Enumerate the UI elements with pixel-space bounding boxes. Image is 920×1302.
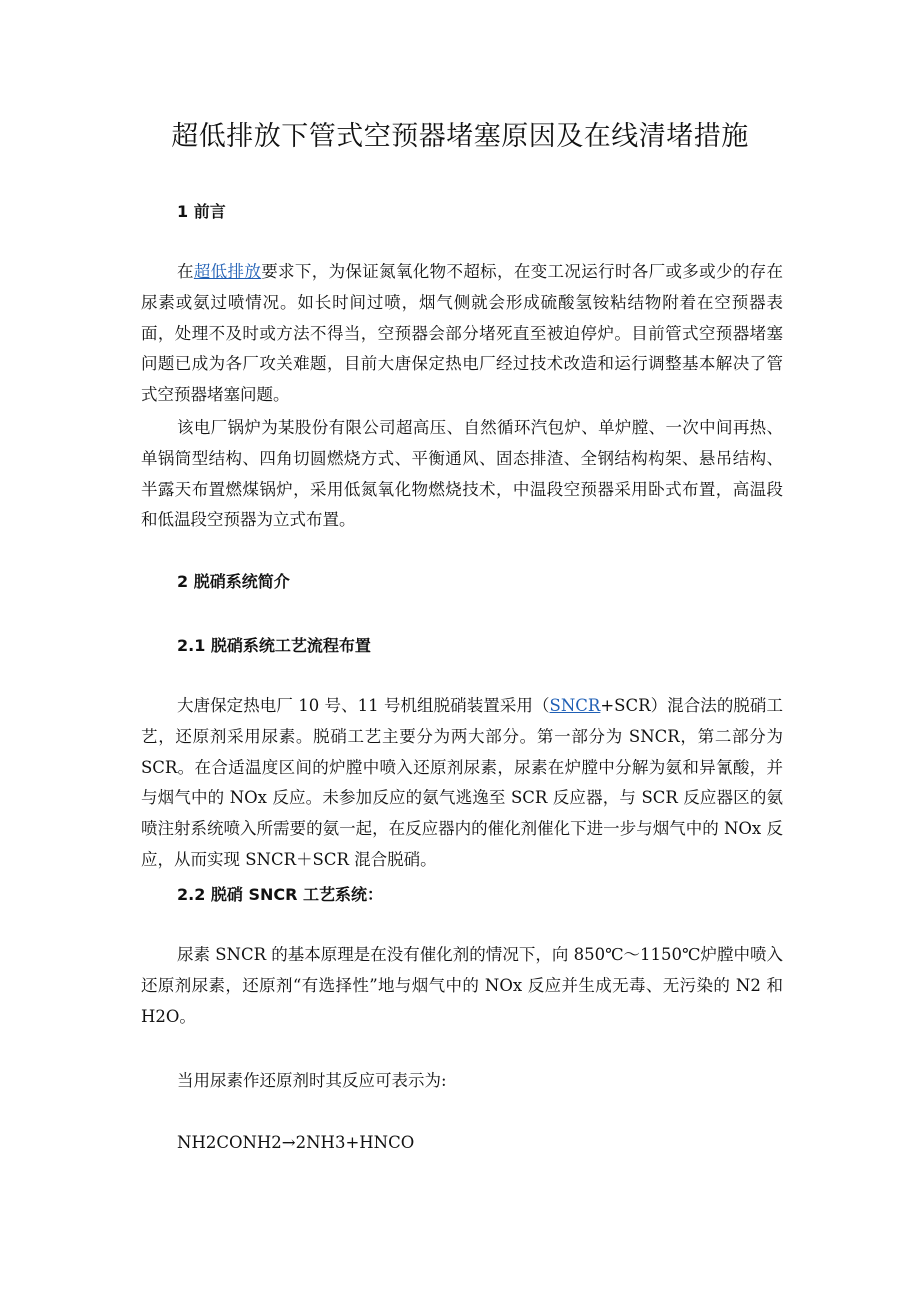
paragraph-process xyxy=(141,691,783,876)
paragraph-boiler: 该电厂锅炉为某股份有限公司超高压、自然循环汽包炉、单炉膛、一次中间再热、单锅筒型结构、四角切圆燃烧方式、平衡通风、固态排渣、全钢结构构架、悬吊结构、半露天布置燃煤锅炉，采用低氮氧化物燃烧技术，中温段空预器采用卧式布置，高温段和低温段空预器为立式布置。 xyxy=(141,418,783,530)
reaction-formula: NH2CONH2→2NH3+HNCO xyxy=(177,1133,415,1152)
section-heading-denitration: 2 脱硝系统简介 xyxy=(177,572,290,591)
section-heading-sncr: 2.2 脱硝 SNCR 工艺系统： xyxy=(177,885,384,904)
section-heading-process-layout: 2.1 脱硝系统工艺流程布置 xyxy=(177,636,371,655)
paragraph-sncr-principle: 尿素 SNCR 的基本原理是在没有催化剂的情况下，向 850℃～1150℃炉膛中喷入还原剂尿素，还原剂“有选择性”地与烟气中的 NOx 反应并生成无毒、无污染的 N2 和 H2O。 xyxy=(141,945,783,1026)
paragraph-intro-pre: 在 xyxy=(177,262,194,281)
page-title: 超低排放下管式空预器堵塞原因及在线清堵措施 xyxy=(171,121,749,152)
paragraph-process-pre: 大唐保定热电厂 10 号、11 号机组脱硝装置采用（ xyxy=(177,696,550,715)
section-heading-intro: 1 前言 xyxy=(177,202,226,221)
paragraph-reaction-intro: 当用尿素作还原剂时其反应可表示为: xyxy=(177,1071,447,1090)
paragraph-intro xyxy=(141,257,783,411)
paragraph-process-post: +SCR）混合法的脱硝工艺，还原剂采用尿素。脱硝工艺主要分为两大部分。第一部分为 SNCR，第二部分为 SCR。在合适温度区间的炉膛中喷入还原剂尿素，尿素在炉膛中分解为氨和异氰酸，并与烟气中的 NOx 反应。未参加反应的氨气逃逸至 SCR 反应器，与 SCR 反应器区的氨喷注射系统喷入所需要的氨一起，在反应器内的催化剂催化下进一步与烟气中的 NOx 反应，从而实现 SNCR＋SCR 混合脱硝。 xyxy=(141,696,783,869)
ultra-low-emission-link[interactable]: 超低排放 xyxy=(193,262,262,281)
sncr-link[interactable]: SNCR xyxy=(549,696,601,715)
paragraph-intro-post: 要求下，为保证氮氧化物不超标，在变工况运行时各厂或多或少的存在尿素或氨过喷情况。如长时间过喷，烟气侧就会形成硫酸氢铵粘结物附着在空预器表面，处理不及时或方法不得当，空预器会部分堵死直至被迫停炉。目前管式空预器堵塞问题已成为各厂攻关难题，目前大唐保定热电厂经过技术改造和运行调整基本解决了管式空预器堵塞问题。 xyxy=(141,262,784,405)
